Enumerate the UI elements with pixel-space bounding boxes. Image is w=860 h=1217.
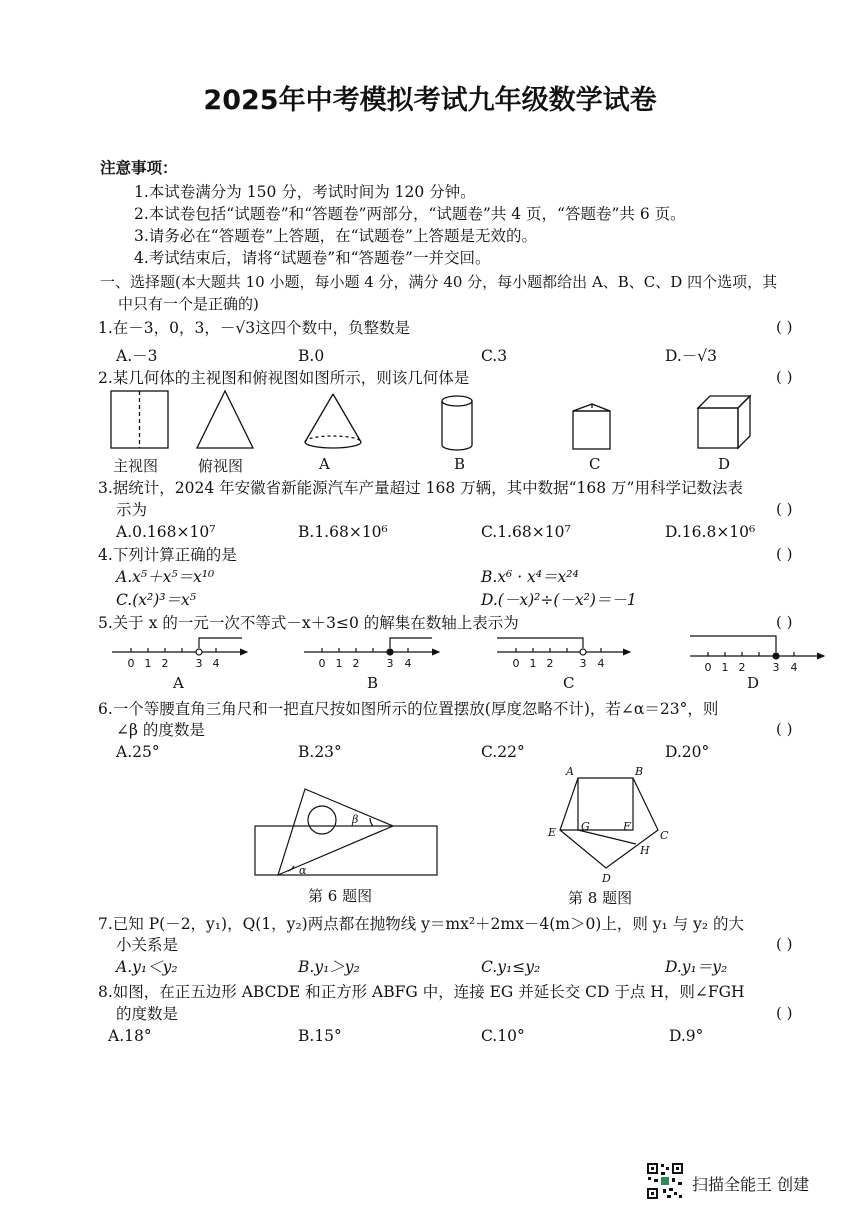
q6-option-d: D.20° bbox=[665, 743, 710, 761]
q3-option-d: D.16.8×10⁶ bbox=[665, 523, 756, 541]
notice-item-2: 2.本试卷包括“试题卷”和“答题卷”两部分，“试题卷”共 4 页，“答题卷”共 6 页。 bbox=[134, 205, 686, 223]
q6-answer-paren: ( ) bbox=[776, 720, 793, 738]
fig8-label-d: D bbox=[602, 872, 611, 885]
q5-a-tick-0: 0 bbox=[127, 657, 135, 670]
section1-line1: 一、选择题(本大题共 10 小题，每小题 4 分，满分 40 分，每小题都给出 A、B、C、D 四个选项，其 bbox=[100, 273, 778, 291]
q2-label-top-view: 俯视图 bbox=[198, 457, 244, 475]
q6-stem-line1: 6.一个等腰直角三角尺和一把直尺按如图所示的位置摆放(厚度忽略不计)，若∠α＝23°，则 bbox=[98, 700, 719, 718]
notice-heading: 注意事项： bbox=[100, 158, 178, 177]
q4-option-d: D.(－x)²÷(－x²)＝－1 bbox=[481, 591, 637, 609]
q3-stem-line2: 示为 bbox=[116, 501, 148, 519]
q6-option-c: C.22° bbox=[481, 743, 525, 761]
q5-label-a: A bbox=[173, 674, 184, 692]
q4-stem: 4.下列计算正确的是 bbox=[98, 546, 237, 564]
q2-label-a: A bbox=[319, 455, 330, 473]
fig6-caption: 第 6 题图 bbox=[308, 887, 373, 905]
q8-option-c: C.10° bbox=[481, 1027, 525, 1045]
notice-item-4: 4.考试结束后，请将“试题卷”和“答题卷”一并交回。 bbox=[134, 249, 491, 267]
q5-b-tick-4: 4 bbox=[404, 657, 412, 670]
footer-text: 扫描全能王 创建 bbox=[692, 1175, 810, 1194]
q1-option-a: A.－3 bbox=[116, 347, 158, 365]
fig6-beta-label: β bbox=[352, 813, 359, 826]
q7-stem-line2: 小关系是 bbox=[116, 936, 179, 954]
qr-code-icon bbox=[646, 1162, 684, 1200]
q2-label-c: C bbox=[589, 455, 601, 473]
q1-option-c: C.3 bbox=[481, 347, 508, 365]
q5-label-b: B bbox=[367, 674, 379, 692]
q5-label-c: C bbox=[563, 674, 575, 692]
fig8-label-f: F bbox=[623, 820, 631, 833]
q5-d-tick-0: 0 bbox=[704, 661, 712, 674]
q5-label-d: D bbox=[747, 674, 760, 692]
q1-stem: 1.在－3，0，3，－√3这四个数中，负整数是 bbox=[98, 319, 411, 337]
notice-item-3: 3.请务必在“答题卷”上答题，在“试题卷”上答题是无效的。 bbox=[134, 227, 537, 245]
q5-c-tick-4: 4 bbox=[597, 657, 605, 670]
q3-option-b: B.1.68×10⁶ bbox=[298, 523, 388, 541]
q5-c-tick-3: 3 bbox=[579, 657, 587, 670]
fig8-label-c: C bbox=[660, 829, 669, 842]
q8-stem-line1: 8.如图，在正五边形 ABCDE 和正方形 ABFG 中，连接 EG 并延长交 CD 于点 H，则∠FGH bbox=[98, 983, 745, 1001]
q2-answer-paren: ( ) bbox=[776, 368, 793, 386]
q3-answer-paren: ( ) bbox=[776, 500, 793, 518]
q5-c-tick-2: 2 bbox=[546, 657, 554, 670]
fig6-alpha-label: α bbox=[299, 864, 307, 877]
section1-line2: 中只有一个是正确的) bbox=[118, 295, 259, 313]
q7-option-c: C.y₁≤y₂ bbox=[481, 958, 541, 976]
q5-d-tick-1: 1 bbox=[721, 661, 729, 674]
q7-option-d: D.y₁＝y₂ bbox=[665, 958, 728, 976]
q5-b-tick-1: 1 bbox=[335, 657, 343, 670]
notice-item-1: 1.本试卷满分为 150 分，考试时间为 120 分钟。 bbox=[134, 183, 476, 201]
fig8-label-g: G bbox=[581, 820, 590, 833]
q7-option-a: A.y₁＜y₂ bbox=[116, 958, 178, 976]
q8-answer-paren: ( ) bbox=[776, 1004, 793, 1022]
q5-b-tick-3: 3 bbox=[386, 657, 394, 670]
fig6-triangle bbox=[278, 789, 393, 875]
fig6-hole bbox=[308, 806, 336, 834]
q3-stem-line1: 3.据统计，2024 年安徽省新能源汽车产量超过 168 万辆，其中数据“168 万”用科学记数法表 bbox=[98, 479, 743, 497]
q5-b-tick-2: 2 bbox=[352, 657, 360, 670]
fig8-label-h: H bbox=[640, 844, 650, 857]
fig8-label-a: A bbox=[566, 765, 574, 778]
fig6-ruler bbox=[255, 826, 437, 875]
q7-stem-line1: 7.已知 P(－2，y₁)，Q(1，y₂)两点都在抛物线 y＝mx²＋2mx－4(m＞0)上，则 y₁ 与 y₂ 的大 bbox=[98, 915, 745, 933]
q4-option-a: A.x⁵＋x⁵＝x¹⁰ bbox=[116, 568, 215, 586]
q5-c-tick-1: 1 bbox=[529, 657, 537, 670]
fig8-label-b: B bbox=[635, 765, 644, 778]
q4-option-c: C.(x²)³＝x⁵ bbox=[116, 591, 196, 609]
q1-option-d: D.－√3 bbox=[665, 347, 718, 365]
q7-option-b: B.y₁＞y₂ bbox=[298, 958, 360, 976]
q6-option-a: A.25° bbox=[116, 743, 160, 761]
q5-d-tick-2: 2 bbox=[738, 661, 746, 674]
q8-option-d: D.9° bbox=[669, 1027, 704, 1045]
q3-option-c: C.1.68×10⁷ bbox=[481, 523, 571, 541]
q2-stem: 2.某几何体的主视图和俯视图如图所示，则该几何体是 bbox=[98, 369, 470, 387]
q5-a-tick-1: 1 bbox=[144, 657, 152, 670]
q8-option-b: B.15° bbox=[298, 1027, 342, 1045]
q8-stem-line2: 的度数是 bbox=[116, 1005, 179, 1023]
q1-answer-paren: ( ) bbox=[776, 318, 793, 336]
q6-stem-line2: ∠β 的度数是 bbox=[116, 721, 205, 739]
fig8-caption: 第 8 题图 bbox=[568, 889, 633, 907]
q5-a-tick-4: 4 bbox=[212, 657, 220, 670]
q8-option-a: A.18° bbox=[108, 1027, 152, 1045]
q6-option-b: B.23° bbox=[298, 743, 342, 761]
q5-answer-paren: ( ) bbox=[776, 613, 793, 631]
q5-a-tick-3: 3 bbox=[195, 657, 203, 670]
q2-label-d: D bbox=[718, 455, 731, 473]
q5-a-tick-2: 2 bbox=[161, 657, 169, 670]
q2-label-main-view: 主视图 bbox=[113, 457, 159, 475]
q7-answer-paren: ( ) bbox=[776, 935, 793, 953]
q4-option-b: B.x⁶ · x⁴＝x²⁴ bbox=[481, 568, 579, 586]
q4-answer-paren: ( ) bbox=[776, 545, 793, 563]
fig8-label-e: E bbox=[548, 826, 557, 839]
q5-stem: 5.关于 x 的一元一次不等式－x＋3≤0 的解集在数轴上表示为 bbox=[98, 614, 519, 632]
q3-option-a: A.0.168×10⁷ bbox=[116, 523, 216, 541]
q2-label-b: B bbox=[454, 455, 466, 473]
q5-c-tick-0: 0 bbox=[512, 657, 520, 670]
page-title: 2025年中考模拟考试九年级数学试卷 bbox=[203, 85, 657, 116]
q5-b-tick-0: 0 bbox=[318, 657, 326, 670]
q1-option-b: B.0 bbox=[298, 347, 325, 365]
q5-d-tick-3: 3 bbox=[772, 661, 780, 674]
q5-d-tick-4: 4 bbox=[790, 661, 798, 674]
